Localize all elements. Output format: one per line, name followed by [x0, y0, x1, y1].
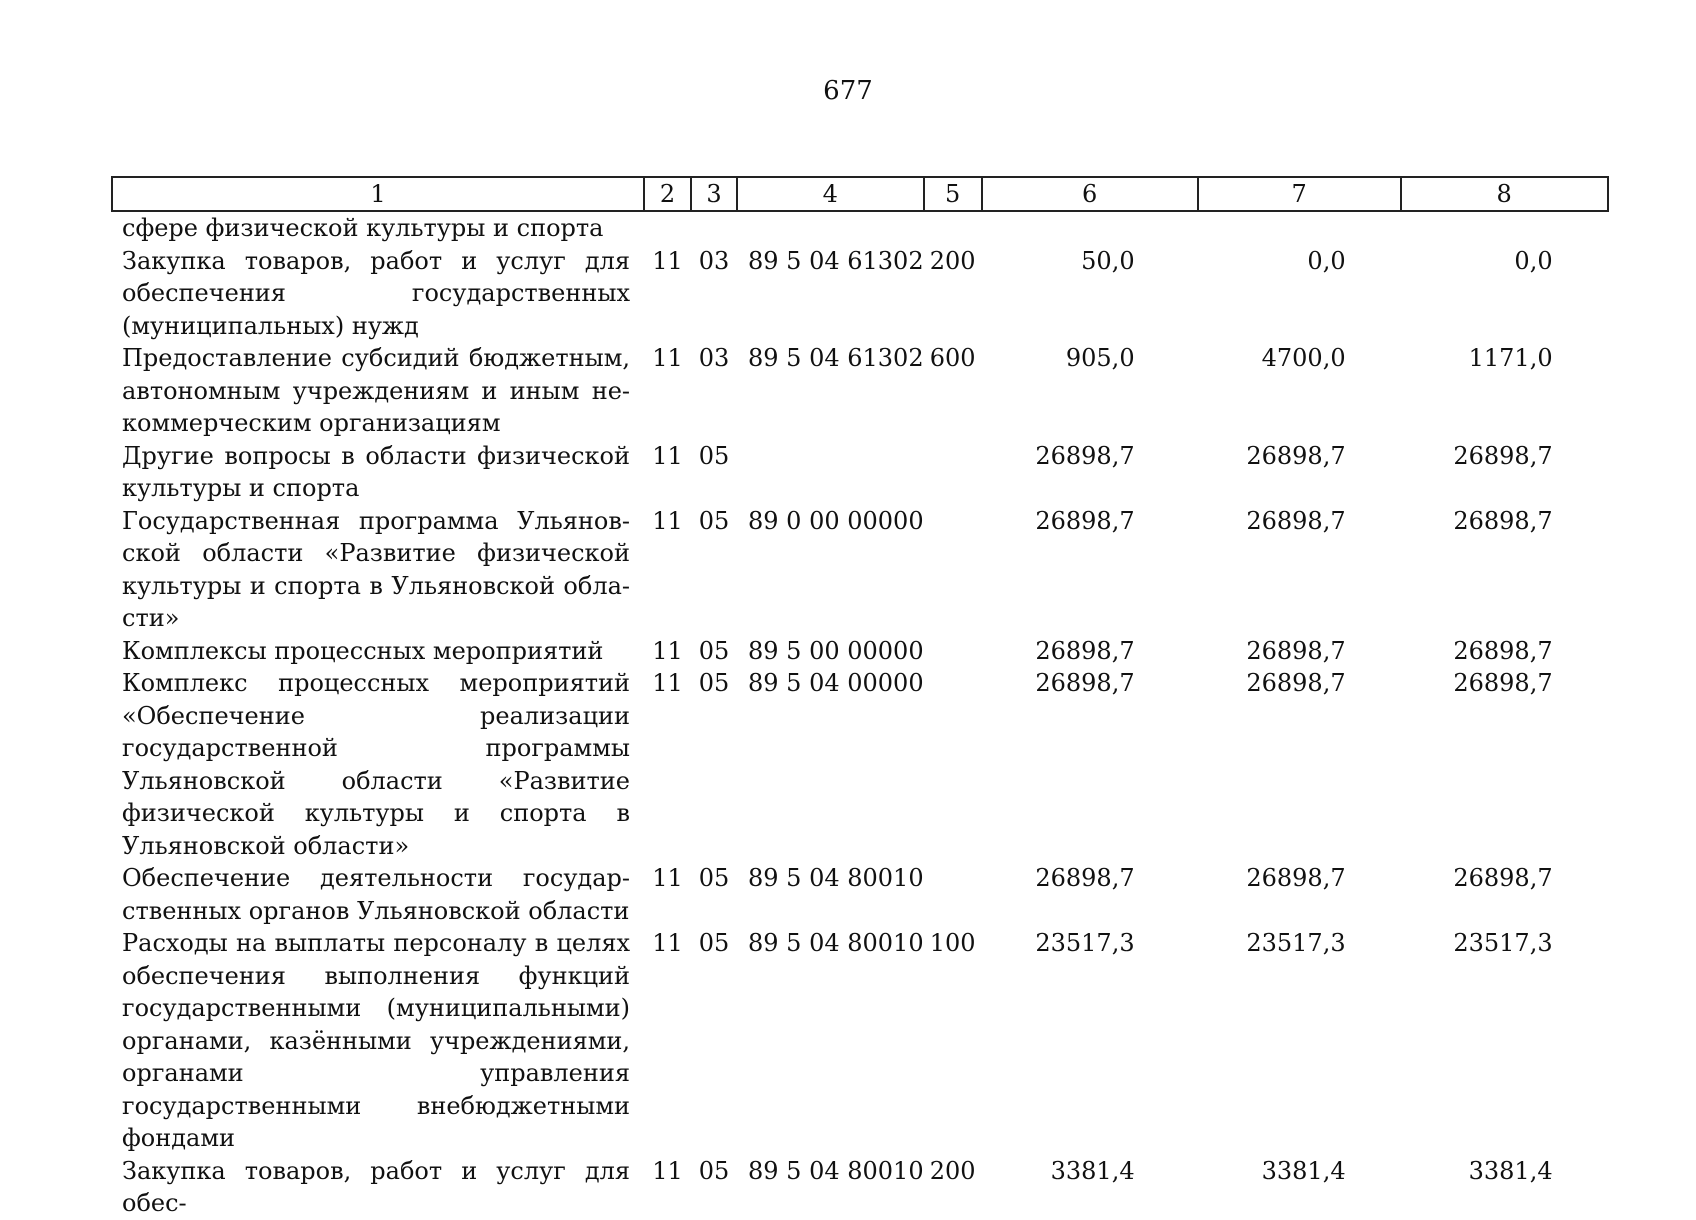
- row-section: 11: [652, 1156, 683, 1185]
- row-amount-col6: 50,0: [1081, 246, 1135, 275]
- table-row: [112, 927, 1608, 1155]
- row-amount-col7: 26898,7: [1246, 506, 1346, 535]
- row-description: Закупка товаров, работ и услуг для обес-: [122, 1156, 630, 1217]
- header-col-4: 4: [737, 177, 924, 211]
- table-row: [112, 667, 1608, 862]
- row-amount-col8: 0,0: [1514, 246, 1553, 275]
- row-description: Государственная программа Ульяновской области «Развитие физической культуры и спорта в Ульяновской области»: [122, 506, 630, 632]
- row-amount-col6: 26898,7: [1035, 669, 1135, 697]
- row-amount-col6: 905,0: [1065, 344, 1135, 372]
- row-subsection: 05: [698, 1156, 730, 1185]
- row-subsection: 05: [698, 506, 730, 535]
- row-amount-col8: [1401, 211, 1608, 245]
- row-expense-type: [924, 667, 982, 862]
- row-expense-type: [924, 505, 982, 635]
- row-target-article: 89 5 04 80010: [748, 864, 924, 892]
- row-amount-col6: 26898,7: [1035, 441, 1135, 470]
- row-subsection: 05: [698, 929, 730, 957]
- row-section: 11: [652, 636, 683, 665]
- row-expense-type: 200: [929, 1156, 976, 1185]
- row-target-article: 89 0 00 00000: [748, 506, 924, 535]
- row-amount-col7: 26898,7: [1246, 636, 1346, 665]
- row-amount-col8: 26898,7: [1453, 636, 1553, 665]
- row-section: 11: [652, 864, 683, 892]
- header-col-2: 2: [644, 177, 691, 211]
- row-description: Предоставление субсидий бюджетным, автономным учреждениям и иным некоммерческим организациям: [122, 344, 630, 437]
- row-description: Комплекс процессных мероприятий «Обеспечение реализации государственной программы Ульяновской области «Развитие физической культуры и спорта в Ульяновской области»: [122, 669, 630, 860]
- row-amount-col7: 26898,7: [1246, 441, 1346, 470]
- row-amount-col6: 26898,7: [1035, 506, 1135, 535]
- row-subsection: 05: [698, 669, 730, 697]
- row-subsection: 03: [698, 246, 730, 275]
- header-col-3: 3: [691, 177, 737, 211]
- budget-table: [111, 176, 1609, 1220]
- row-amount-col8: 26898,7: [1453, 864, 1553, 892]
- table-row: [112, 635, 1608, 668]
- row-subsection: 05: [698, 441, 730, 470]
- row-section: 11: [652, 441, 683, 470]
- row-subsection: 03: [698, 344, 730, 372]
- row-amount-col8: 26898,7: [1453, 441, 1553, 470]
- row-expense-type: 100: [929, 929, 976, 957]
- row-subsection: 05: [698, 636, 730, 665]
- row-amount-col7: 3381,4: [1261, 1156, 1346, 1185]
- row-description: Обеспечение деятельности государственных органов Ульяновской области: [122, 864, 630, 925]
- row-expense-type: [924, 862, 982, 927]
- row-description: Другие вопросы в области физической культуры и спорта: [122, 441, 630, 502]
- row-amount-col7: 23517,3: [1246, 929, 1346, 957]
- row-target-article: 89 5 04 80010: [748, 1156, 924, 1185]
- row-amount-col8: 26898,7: [1453, 506, 1553, 535]
- table-row: [112, 1155, 1608, 1220]
- row-amount-col7: 26898,7: [1246, 669, 1346, 697]
- row-target-article: [737, 211, 924, 245]
- row-expense-type: 600: [929, 344, 976, 372]
- row-description: сфере физической культуры и спорта: [122, 214, 604, 242]
- row-amount-col6: 26898,7: [1035, 864, 1135, 892]
- row-description: Расходы на выплаты персоналу в целях обеспечения выполнения функций государственными (муниципальными) органами, казёнными учреждениями, органами управления государственными внебюджетными фондами: [122, 929, 630, 1152]
- row-amount-col8: 23517,3: [1453, 929, 1553, 957]
- row-amount-col7: 0,0: [1307, 246, 1346, 275]
- table-row: [112, 505, 1608, 635]
- row-expense-type: 200: [929, 246, 976, 275]
- table-row: [112, 440, 1608, 505]
- header-col-5: 5: [924, 177, 982, 211]
- budget-table-wrap: [111, 176, 1609, 1220]
- row-section: 11: [652, 929, 683, 957]
- table-row: [112, 245, 1608, 343]
- row-amount-col8: 26898,7: [1453, 669, 1553, 697]
- row-description: Закупка товаров, работ и услуг для обеспечения государственных (муниципальных) нужд: [122, 246, 630, 340]
- row-section: 11: [652, 506, 683, 535]
- row-subsection: 05: [698, 864, 730, 892]
- row-expense-type: [924, 211, 982, 245]
- table-header: [112, 177, 1608, 211]
- row-target-article: 89 5 04 00000: [748, 669, 924, 697]
- row-amount-col6: [982, 211, 1198, 245]
- header-col-6: 6: [982, 177, 1198, 211]
- header-col-8: 8: [1401, 177, 1608, 211]
- table-body: [112, 211, 1608, 1220]
- row-section: 11: [652, 669, 683, 697]
- table-row: [112, 211, 1608, 245]
- row-amount-col7: [1198, 211, 1401, 245]
- row-subsection: [691, 211, 737, 245]
- row-target-article: 89 5 00 00000: [748, 636, 924, 665]
- row-section: 11: [652, 246, 683, 275]
- page-number: 677: [823, 76, 873, 106]
- row-target-article: [737, 440, 924, 505]
- row-amount-col6: 3381,4: [1050, 1156, 1135, 1185]
- header-col-7: 7: [1198, 177, 1401, 211]
- row-section: [644, 211, 691, 245]
- row-target-article: 89 5 04 61302: [748, 246, 924, 275]
- row-amount-col7: 4700,0: [1261, 344, 1346, 372]
- row-amount-col7: 26898,7: [1246, 864, 1346, 892]
- header-row: [112, 177, 1608, 211]
- row-amount-col8: 1171,0: [1468, 344, 1553, 372]
- table-row: [112, 342, 1608, 440]
- row-amount-col6: 26898,7: [1035, 636, 1135, 665]
- row-target-article: 89 5 04 80010: [748, 929, 924, 957]
- row-target-article: 89 5 04 61302: [748, 344, 924, 372]
- row-amount-col6: 23517,3: [1035, 929, 1135, 957]
- row-section: 11: [652, 344, 683, 372]
- table-row: [112, 862, 1608, 927]
- header-col-1: 1: [112, 177, 644, 211]
- row-amount-col8: 3381,4: [1468, 1156, 1553, 1185]
- row-description: Комплексы процессных мероприятий: [122, 636, 604, 665]
- row-expense-type: [924, 635, 982, 668]
- row-expense-type: [924, 440, 982, 505]
